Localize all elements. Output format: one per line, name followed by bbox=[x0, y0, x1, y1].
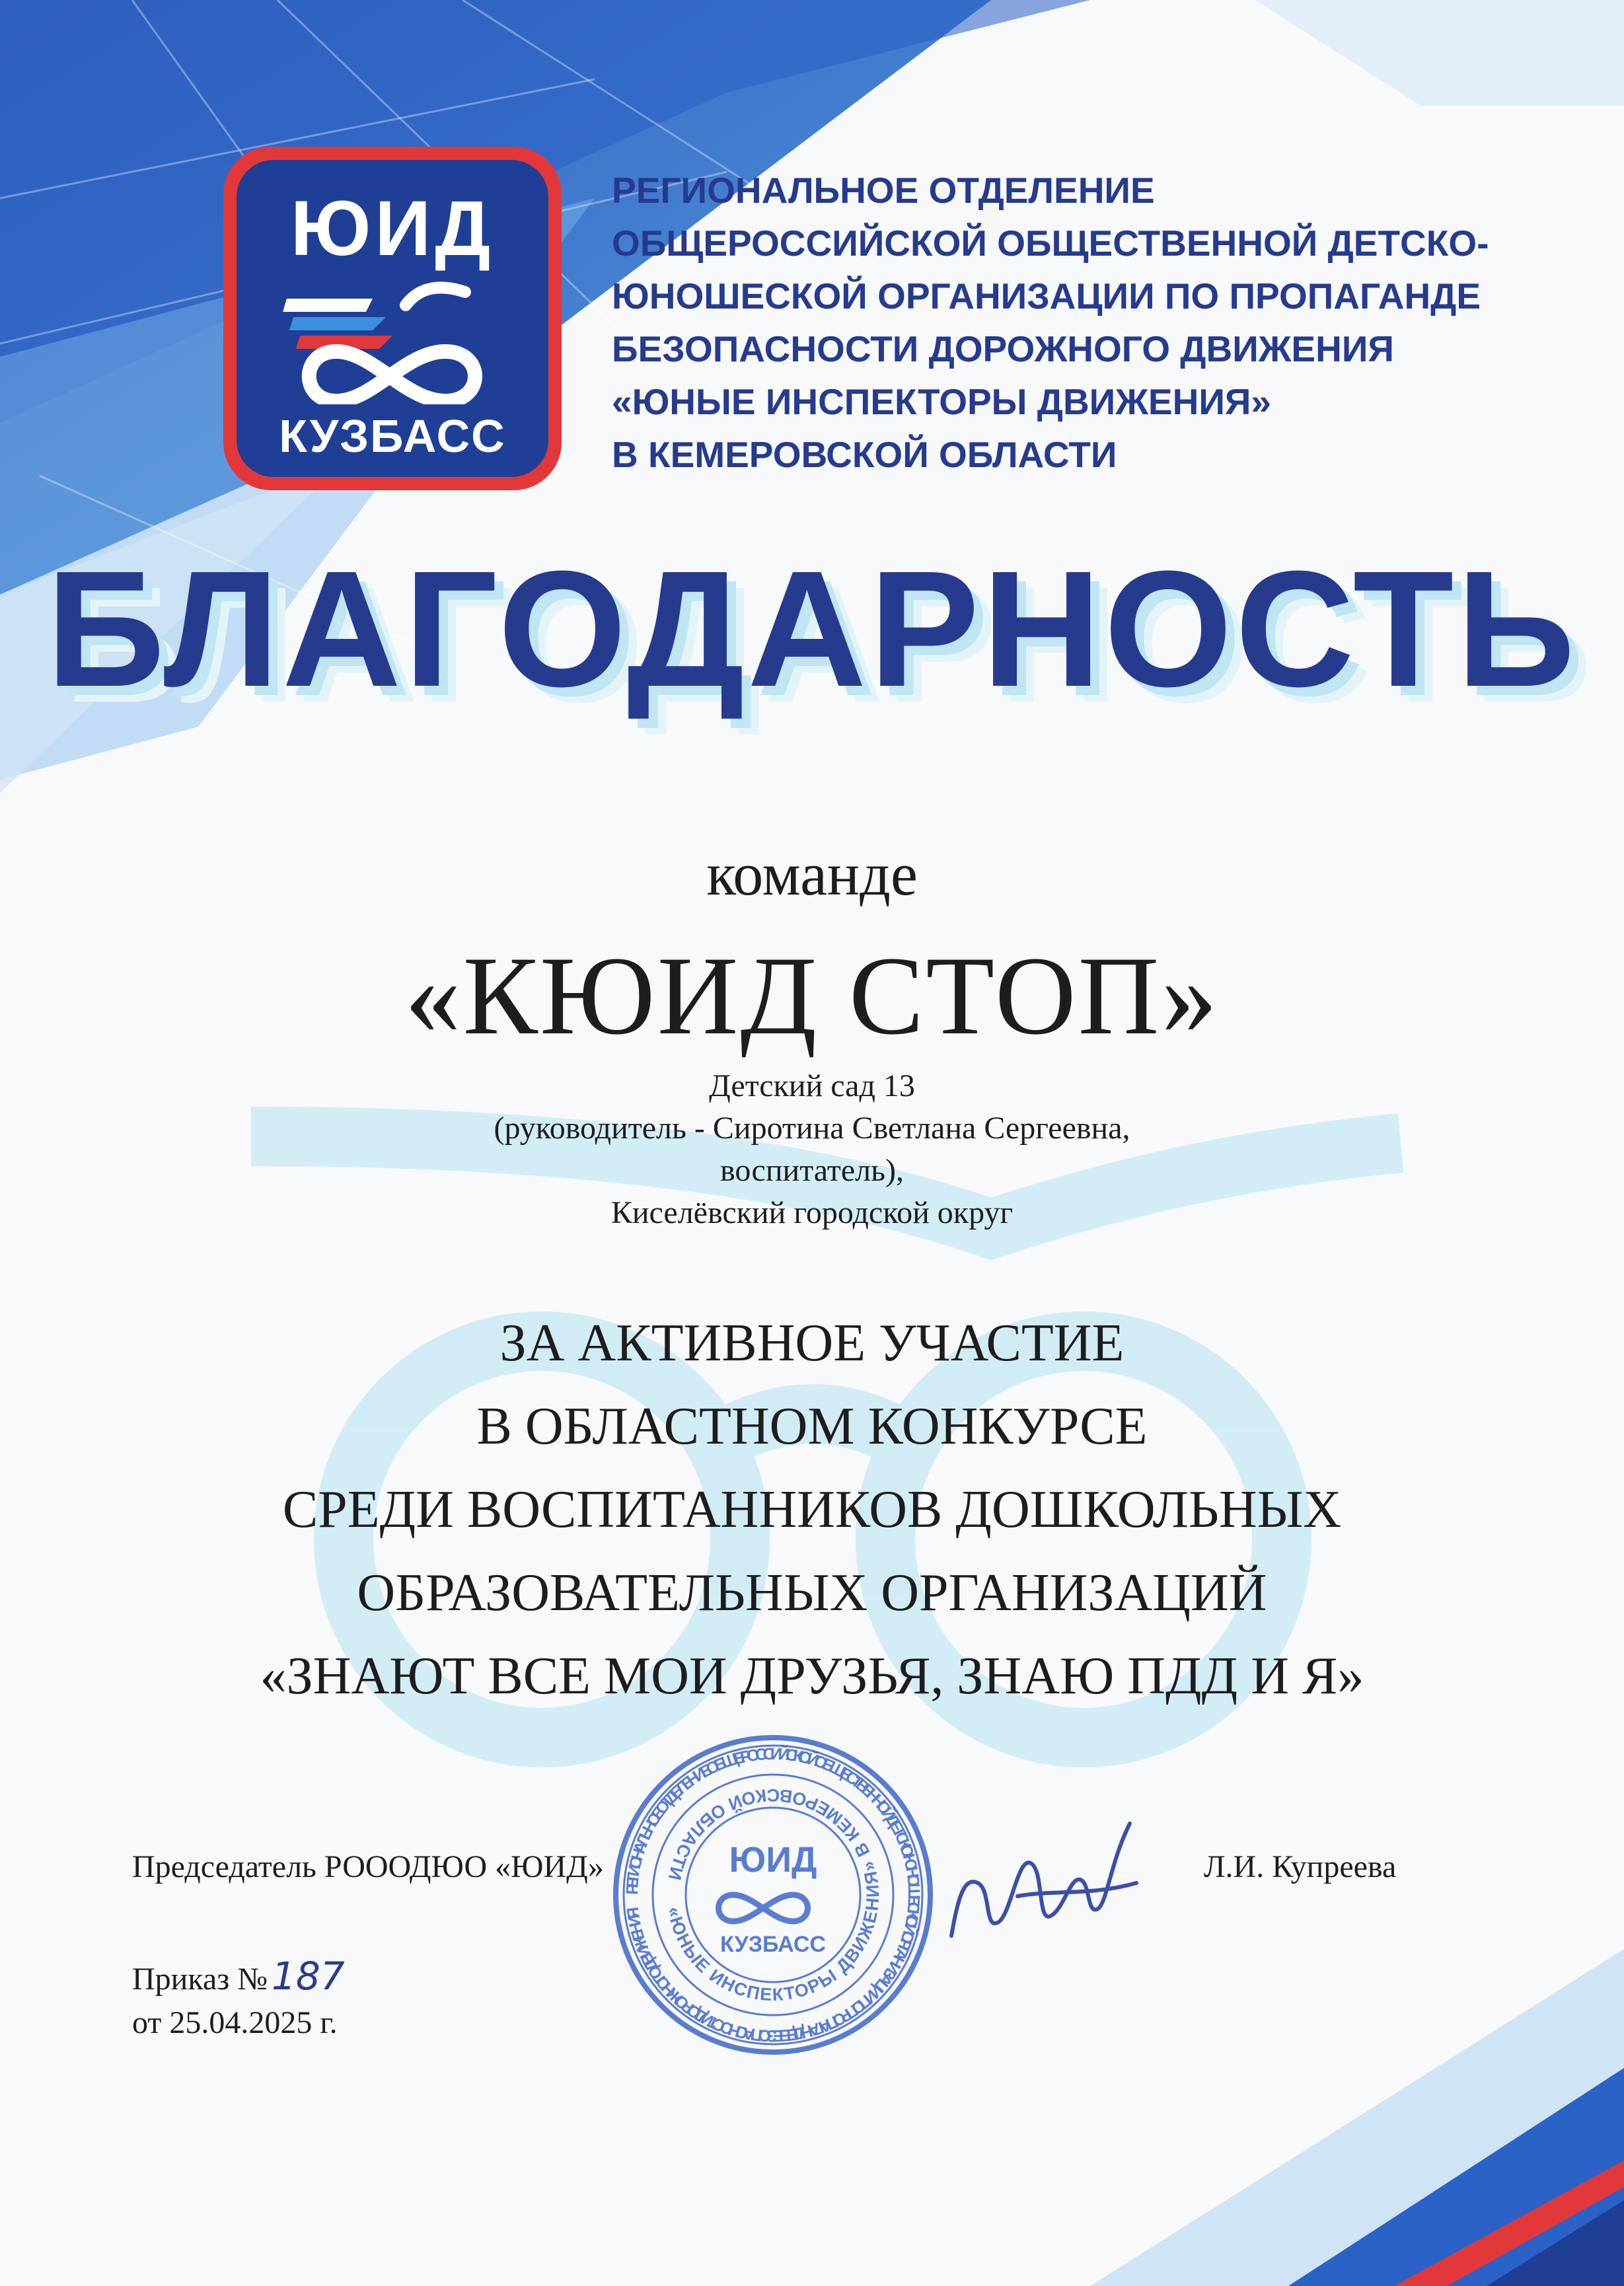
team-name: «КЮИД СТОП» bbox=[404, 934, 1220, 1058]
signer-position: Председатель РОООДЮО «ЮИД» bbox=[132, 1849, 604, 1884]
stamp-inner-text: «ЮНЫЕ ИНСПЕКТОРЫ ДВИЖЕНИЯ» В КЕМЕРОВСКОЙ ОБЛАСТИ bbox=[664, 1785, 883, 2005]
addressee: команде bbox=[706, 840, 918, 908]
details-line: Детский сад 13 bbox=[709, 1068, 915, 1103]
details-block bbox=[0, 1065, 1624, 1234]
stamp-outer-text: РЕГИОНАЛЬНОЕ ОТДЕЛЕНИЕ ОБЩЕРОССИЙСКОЙ ОБЩЕСТВЕННОЙ ДЕТСКО-ЮНОШЕСКОЙ ОРГАНИЗАЦИИ ПО ПРОПАГАНДЕ БЕЗОПАСНОСТИ ДОРОЖНОГО ДВИЖЕНИЯ bbox=[622, 1744, 924, 2046]
signer-name: Л.И. Купреева bbox=[1204, 1849, 1397, 1884]
svg-text:«ЮНЫЕ ИНСПЕКТОРЫ ДВИЖЕНИЯ» В К bbox=[664, 1785, 883, 2005]
logo-top-text: ЮИД bbox=[290, 185, 495, 272]
order-number: 187 bbox=[272, 1954, 345, 1999]
logo-bottom-text: КУЗБАСС bbox=[279, 410, 506, 462]
org-line: ЮНОШЕСКОЙ ОРГАНИЗАЦИИ ПО ПРОПАГАНДЕ bbox=[612, 276, 1481, 316]
stamp-center-bottom: КУЗБАСС bbox=[720, 1932, 827, 1957]
org-line: В КЕМЕРОВСКОЙ ОБЛАСТИ bbox=[612, 434, 1117, 475]
reason-line: ЗА АКТИВНОЕ УЧАСТИЕ bbox=[499, 1314, 1125, 1372]
details-line: Киселёвский городской округ bbox=[610, 1195, 1014, 1230]
handwritten-signature bbox=[938, 1797, 1163, 1969]
stamp-center-top: ЮИД bbox=[729, 1840, 817, 1880]
org-line: «ЮНЫЕ ИНСПЕКТОРЫ ДВИЖЕНИЯ» bbox=[612, 381, 1271, 422]
yuid-logo-inner bbox=[237, 160, 548, 477]
org-line: РЕГИОНАЛЬНОЕ ОТДЕЛЕНИЕ bbox=[612, 170, 1155, 211]
order-block bbox=[132, 1954, 345, 2045]
official-stamp bbox=[608, 1730, 938, 2060]
reason-line: «ЗНАЮТ ВСЕ МОИ ДРУЗЬЯ, ЗНАЮ ПДД И Я» bbox=[260, 1647, 1364, 1705]
yuid-logo bbox=[223, 147, 562, 490]
org-line: БЕЗОПАСНОСТИ ДОРОЖНОГО ДВИЖЕНИЯ bbox=[612, 328, 1394, 369]
order-date: от 25.04.2025 г. bbox=[132, 2005, 338, 2040]
reason-line: ОБРАЗОВАТЕЛЬНЫХ ОРГАНИЗАЦИЙ bbox=[357, 1564, 1267, 1622]
organization-name bbox=[612, 164, 1550, 481]
document-title: БЛАГОДАРНОСТЬ bbox=[46, 536, 1578, 721]
infinity-wheels-icon bbox=[274, 279, 511, 404]
stamp-infinity-icon bbox=[719, 1895, 808, 1921]
details-line: (руководитель - Сиротина Светлана Сергеевна, bbox=[494, 1111, 1130, 1146]
reason-line: СРЕДИ ВОСПИТАННИКОВ ДОШКОЛЬНЫХ bbox=[282, 1481, 1342, 1539]
details-line: воспитатель), bbox=[720, 1153, 904, 1188]
reason-line: В ОБЛАСТНОМ КОНКУРСЕ bbox=[476, 1397, 1148, 1456]
order-line bbox=[132, 1954, 345, 2001]
top-right-band bbox=[1255, 0, 1624, 106]
reason-block bbox=[0, 1302, 1624, 1718]
order-label: Приказ № bbox=[132, 1962, 268, 1997]
org-line: ОБЩЕРОССИЙСКОЙ ОБЩЕСТВЕННОЙ ДЕТСКО- bbox=[612, 223, 1489, 264]
